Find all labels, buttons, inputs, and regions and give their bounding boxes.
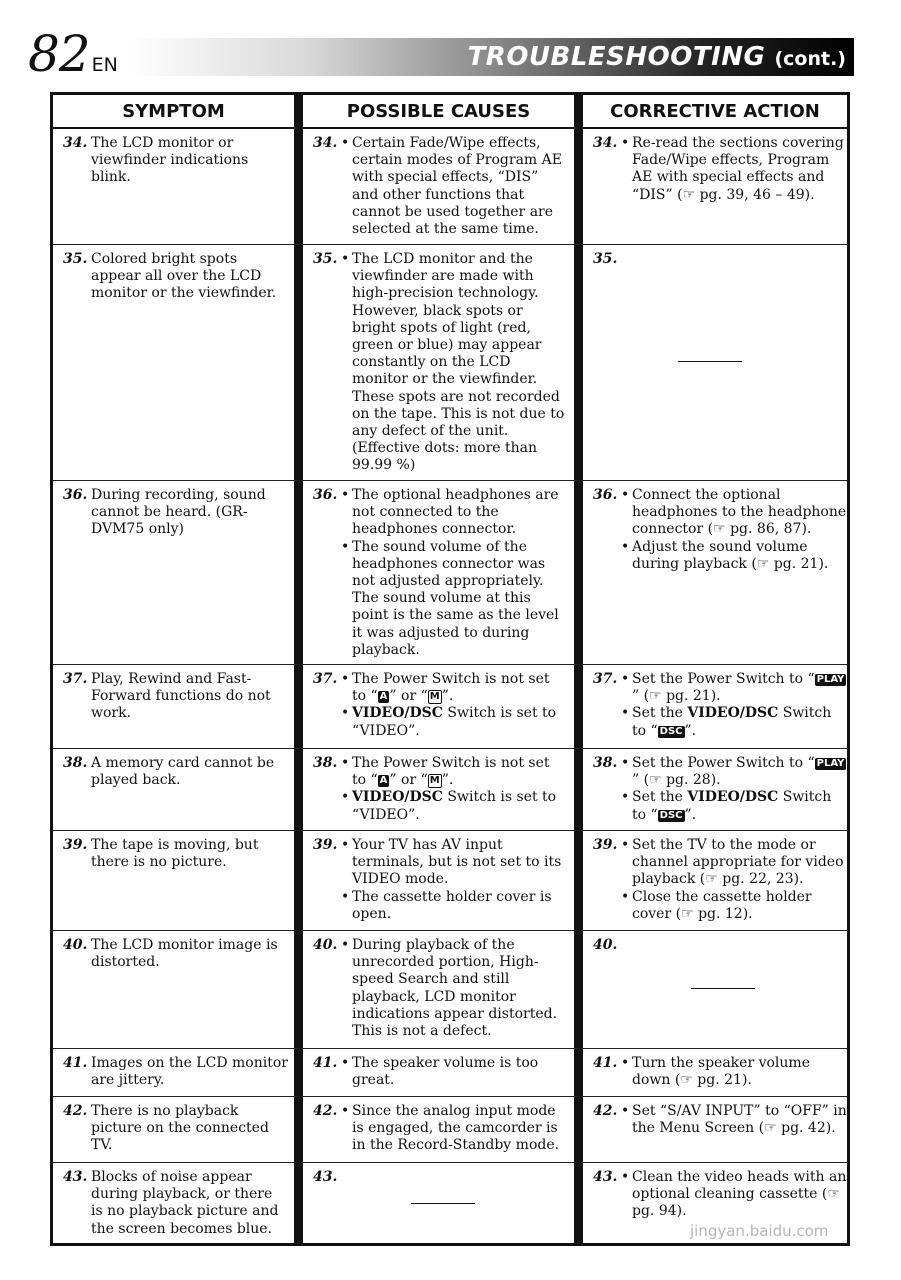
cause-text: Your TV has AV input terminals, but is not set to its VIDEO mode. bbox=[352, 837, 562, 888]
symptom-text: During recording, sound cannot be heard. (GR-DVM75 only) bbox=[91, 487, 266, 538]
watermark-text: jingyan.baidu.com bbox=[690, 1222, 829, 1240]
cause-text: The LCD monitor and the viewfinder are made with high-precision technology. However, black spots or bright spots of light (red, green or blue) may appear constantly on the LCD monitor or the viewfinder. These spots are not recorded on the tape. This is not due to any defect of the unit. (Effective dots: more than 99.99 %) bbox=[352, 251, 565, 474]
item-number: 41. bbox=[313, 1055, 338, 1071]
causes-cell bbox=[313, 755, 567, 824]
action-text: Re-read the sections covering Fade/Wipe effects, Program AE with special effects and “DIS” (☞ pg. 39, 46 – 49). bbox=[632, 135, 844, 203]
action-text: Clean the video heads with an optional cleaning cassette (☞ pg. 94). bbox=[632, 1169, 847, 1220]
symptom-cell bbox=[63, 135, 288, 187]
page-number bbox=[28, 26, 118, 86]
symptom-text: The LCD monitor or viewfinder indications blink. bbox=[91, 135, 249, 186]
troubleshooting-table bbox=[50, 92, 850, 1246]
cause-text: • VIDEO/DSC Switch is set to “VIDEO”. bbox=[341, 705, 557, 739]
symptom-text: Images on the LCD monitor are jittery. bbox=[91, 1055, 288, 1089]
symptom-cell bbox=[63, 487, 288, 539]
item-number: 37. bbox=[313, 671, 338, 687]
action-text: Set the TV to the mode or channel appropriate for video playback (☞ pg. 22, 23). bbox=[632, 837, 844, 888]
cause-text: The optional headphones are not connected to the headphones connector. bbox=[352, 487, 559, 538]
table-row bbox=[53, 665, 847, 749]
section-title-bar bbox=[128, 38, 854, 76]
item-number: 35. bbox=[313, 251, 338, 267]
manual-mode-icon: M bbox=[429, 691, 440, 703]
action-text: • Set the Power Switch to “ PLAY” (☞ pg. 28). bbox=[621, 755, 845, 789]
watermark bbox=[690, 1222, 828, 1240]
table-row bbox=[53, 1097, 847, 1163]
item-number: 40. bbox=[313, 937, 338, 953]
symptom-text: A memory card cannot be played back. bbox=[91, 755, 275, 789]
dsc-mode-icon: DSC bbox=[659, 725, 683, 737]
cause-text: Since the analog input mode is engaged, the camcorder is in the Record-Standby mode. bbox=[352, 1103, 560, 1154]
play-mode-icon: PLAY bbox=[816, 674, 845, 685]
no-action-dash bbox=[691, 988, 755, 989]
action-text: Connect the optional headphones to the headphone connector (☞ pg. 86, 87). bbox=[632, 487, 847, 538]
item-number: 36. bbox=[63, 487, 88, 503]
page-number-value: 82 bbox=[28, 25, 90, 83]
symptom-cell bbox=[63, 1055, 288, 1089]
item-number: 42. bbox=[63, 1103, 88, 1119]
dsc-mode-icon: DSC bbox=[659, 809, 683, 821]
action-cell: 34. • Re-read the sections covering Fade/Wipe effects, Program AE with special effects and “DIS” (☞ pg. 39, 46 – 49). bbox=[593, 135, 844, 203]
causes-cell: 34. • Certain Fade/Wipe effects, certain modes of Program AE with special effects, “DIS” and other functions that cannot be used together are selected at the same time. bbox=[313, 135, 562, 238]
item-number: 43. bbox=[313, 1169, 338, 1185]
page-language: EN bbox=[91, 54, 118, 76]
action-text: • Set the Power Switch to “ PLAY” (☞ pg. 21). bbox=[621, 671, 845, 705]
causes-cell: 36. • The optional headphones are not connected to the headphones connector. • The sound volume of the headphones connector was not adjusted appropriately. The sound volume at this point is the same as the level it was adjusted to during playback. bbox=[313, 487, 559, 658]
table-row bbox=[53, 831, 847, 931]
symptom-cell bbox=[63, 1169, 288, 1238]
action-text: Adjust the sound volume during playback (☞ pg. 21). bbox=[632, 538, 829, 572]
item-number: 39. bbox=[313, 837, 338, 853]
item-number: 42. bbox=[313, 1103, 338, 1119]
cause-text: • The Power Switch is not set to “ A ” or “ M ”. bbox=[341, 755, 550, 789]
causes-cell bbox=[313, 671, 567, 740]
item-number: 41. bbox=[63, 1055, 88, 1071]
cause-text: • VIDEO/DSC Switch is set to “VIDEO”. bbox=[341, 789, 557, 823]
causes-cell: 42. • Since the analog input mode is engaged, the camcorder is in the Record-Standby mode. bbox=[313, 1103, 560, 1154]
table-header bbox=[53, 95, 847, 129]
section-title-cont: (cont.) bbox=[774, 48, 846, 70]
item-number: 39. bbox=[63, 837, 88, 853]
header-symptom: SYMPTOM bbox=[122, 101, 225, 122]
item-number: 42. bbox=[593, 1103, 618, 1119]
symptom-text: The LCD monitor image is distorted. bbox=[91, 937, 278, 971]
symptom-cell bbox=[63, 671, 288, 723]
action-cell: 43. • Clean the video heads with an optional cleaning cassette (☞ pg. 94). bbox=[593, 1169, 847, 1220]
action-cell bbox=[593, 755, 847, 824]
symptom-text: Blocks of noise appear during playback, or there is no playback picture and the screen becomes blue. bbox=[91, 1169, 279, 1237]
item-number: 34. bbox=[313, 135, 338, 151]
item-number: 43. bbox=[593, 1169, 618, 1185]
action-cell: 42. • Set “S/AV INPUT” to “OFF” in the Menu Screen (☞ pg. 42). bbox=[593, 1103, 847, 1137]
item-number: 37. bbox=[63, 671, 88, 687]
cause-text: • The Power Switch is not set to “ A ” or “ M ”. bbox=[341, 671, 550, 705]
item-number: 40. bbox=[593, 937, 618, 953]
table-row bbox=[53, 931, 847, 1049]
item-number: 39. bbox=[593, 837, 618, 853]
item-number: 34. bbox=[63, 135, 88, 151]
action-cell bbox=[593, 671, 847, 740]
header-corrective-action: CORRECTIVE ACTION bbox=[610, 101, 820, 122]
symptom-text: There is no playback picture on the connected TV. bbox=[91, 1103, 269, 1154]
symptom-text: Colored bright spots appear all over the LCD monitor or the viewfinder. bbox=[91, 251, 277, 302]
item-number: 38. bbox=[593, 755, 618, 771]
action-cell: 41. • Turn the speaker volume down (☞ pg. 21). bbox=[593, 1055, 810, 1089]
causes-cell: 35. • The LCD monitor and the viewfinder are made with high-precision technology. However, black spots or bright spots of light (red, green or blue) may appear constantly on the LCD monitor or the viewfinder. These spots are not recorded on the tape. This is not due to any defect of the unit. (Effective dots: more than 99.99 %) bbox=[313, 251, 565, 474]
table-row bbox=[53, 1049, 847, 1097]
no-cause-dash bbox=[411, 1203, 475, 1204]
causes-cell: 41. • The speaker volume is too great. bbox=[313, 1055, 539, 1089]
section-title bbox=[454, 38, 854, 76]
table-row bbox=[53, 129, 847, 245]
manual-mode-icon: M bbox=[429, 775, 440, 787]
item-number: 34. bbox=[593, 135, 618, 151]
causes-cell: 39. • Your TV has AV input terminals, but is not set to its VIDEO mode. • The cassette holder cover is open. bbox=[313, 837, 562, 922]
header-possible-causes: POSSIBLE CAUSES bbox=[346, 101, 531, 122]
action-text: • Set the VIDEO/DSC Switch to “ DSC ”. bbox=[621, 789, 832, 823]
action-text: Turn the speaker volume down (☞ pg. 21). bbox=[632, 1055, 810, 1089]
action-cell: 36. • Connect the optional headphones to the headphone connector (☞ pg. 86, 87). • Adjust the sound volume during playback (☞ pg. 21). bbox=[593, 487, 847, 572]
symptom-text: Play, Rewind and Fast-Forward functions do not work. bbox=[91, 671, 271, 722]
cause-text: The cassette holder cover is open. bbox=[352, 888, 552, 922]
cause-text: The sound volume of the headphones connector was not adjusted appropriately. The sound volume at this point is the same as the level it was adjusted to during playback. bbox=[352, 538, 559, 658]
item-number: 38. bbox=[313, 755, 338, 771]
auto-mode-icon: A bbox=[379, 691, 388, 703]
item-number: 40. bbox=[63, 937, 88, 953]
table-row bbox=[53, 481, 847, 665]
symptom-text: The tape is moving, but there is no picture. bbox=[91, 837, 259, 871]
symptom-cell bbox=[63, 251, 288, 303]
cause-text: The speaker volume is too great. bbox=[352, 1055, 539, 1089]
table-row bbox=[53, 749, 847, 831]
symptom-cell bbox=[63, 1103, 288, 1155]
item-number: 37. bbox=[593, 671, 618, 687]
action-text: Set “S/AV INPUT” to “OFF” in the Menu Screen (☞ pg. 42). bbox=[632, 1103, 847, 1137]
cause-text: During playback of the unrecorded portion, High-speed Search and still playback, LCD monitor indications appear distorted. This is not a defect. bbox=[352, 937, 558, 1040]
item-number: 38. bbox=[63, 755, 88, 771]
no-action-dash bbox=[678, 361, 742, 362]
symptom-cell bbox=[63, 755, 288, 789]
section-title-text: TROUBLESHOOTING bbox=[467, 42, 766, 72]
auto-mode-icon: A bbox=[379, 775, 388, 787]
symptom-cell bbox=[63, 837, 288, 871]
cause-text: Certain Fade/Wipe effects, certain modes of Program AE with special effects, “DIS” and other functions that cannot be used together are selected at the same time. bbox=[352, 135, 562, 238]
symptom-cell bbox=[63, 937, 288, 971]
table-row bbox=[53, 245, 847, 481]
action-text: Close the cassette holder cover (☞ pg. 12). bbox=[632, 888, 812, 922]
causes-cell: 40. • During playback of the unrecorded portion, High-speed Search and still playback, LCD monitor indications appear distorted. This is not a defect. bbox=[313, 937, 558, 1040]
item-number: 43. bbox=[63, 1169, 88, 1185]
play-mode-icon: PLAY bbox=[816, 758, 845, 769]
item-number: 35. bbox=[593, 251, 618, 267]
item-number: 41. bbox=[593, 1055, 618, 1071]
action-text: • Set the VIDEO/DSC Switch to “ DSC ”. bbox=[621, 705, 832, 739]
item-number: 36. bbox=[593, 487, 618, 503]
action-cell: 39. • Set the TV to the mode or channel appropriate for video playback (☞ pg. 22, 23). • Close the cassette holder cover (☞ pg. 12). bbox=[593, 837, 844, 922]
item-number: 35. bbox=[63, 251, 88, 267]
item-number: 36. bbox=[313, 487, 338, 503]
